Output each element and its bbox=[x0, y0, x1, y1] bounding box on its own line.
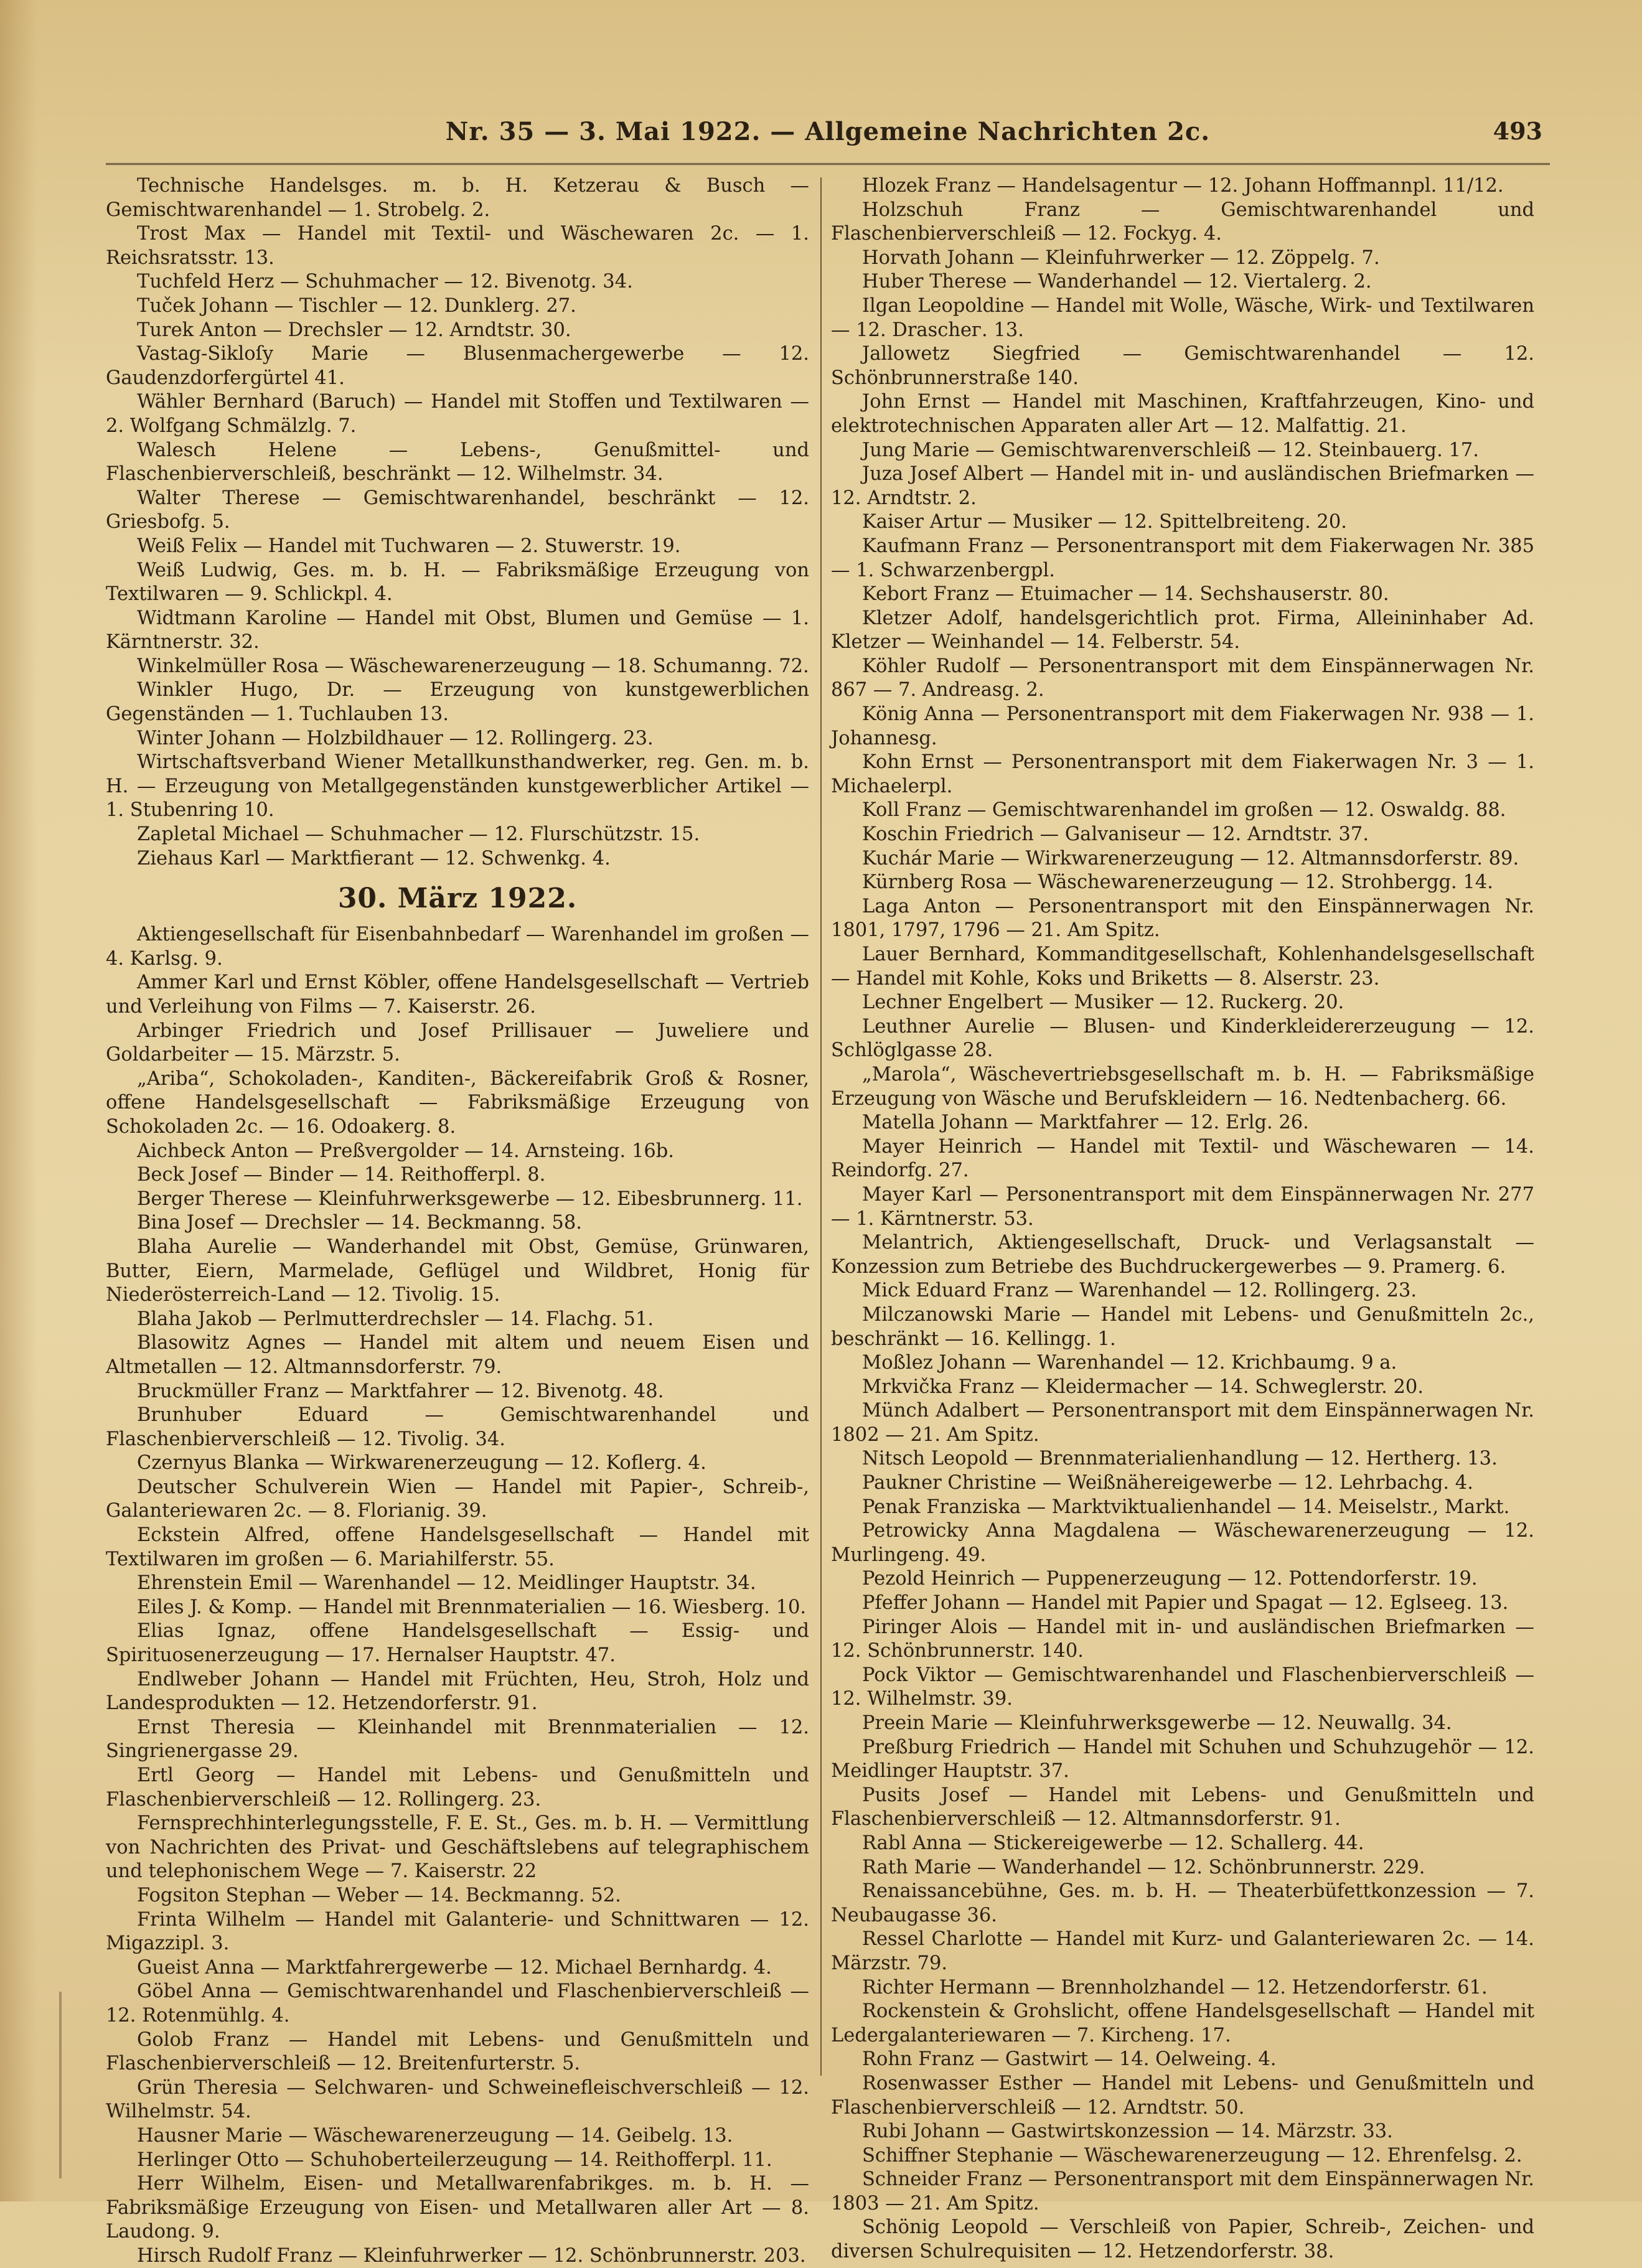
register-entry: Schiffner Stephanie — Wäschewarenerzeugung — 12. Ehrenfelsg. 2. bbox=[862, 2144, 1522, 2167]
register-entry: Blaha Aurelie — Wanderhandel mit Obst, Gemüse, Grünwaren, Butter, Eiern, Marmelade, Geflügel und Wildbret, Honig für Niederösterreich-Land — 12. Tivolig. 15. bbox=[106, 1235, 809, 1306]
register-entry: Kaufmann Franz — Personentransport mit dem Fiakerwagen Nr. 385 — 1. Schwarzenbergpl. bbox=[831, 535, 1534, 581]
register-entry: König Anna — Personentransport mit dem Fiakerwagen Nr. 938 — 1. Johannesg. bbox=[831, 703, 1534, 749]
register-entry: Rubi Johann — Gastwirtskonzession — 14. Märzstr. 33. bbox=[862, 2120, 1393, 2143]
register-entry: Matella Johann — Marktfahrer — 12. Erlg. 26. bbox=[862, 1112, 1309, 1134]
register-entry: Ehrenstein Emil — Warenhandel — 12. Meidlinger Hauptstr. 34. bbox=[137, 1572, 756, 1595]
header-rule bbox=[106, 163, 1550, 170]
register-entry: Kürnberg Rosa — Wäschewarenerzeugung — 12. Strohbergg. 14. bbox=[862, 871, 1493, 894]
register-entry: Hlozek Franz — Handelsagentur — 12. Johann Hoffmannpl. 11/12. bbox=[862, 175, 1504, 197]
register-entry: Kaiser Artur — Musiker — 12. Spittelbreiteng. 20. bbox=[862, 511, 1347, 533]
register-entry: Schönig Leopold — Verschleiß von Papier, Schreib-, Zeichen- und diversen Schulrequisiten — 12. Hetzendorferstr. 38. bbox=[831, 2216, 1534, 2263]
register-entry: Walesch Helene — Lebens-, Genußmittel- und Flaschenbierverschleiß, beschränkt — 12. Wilhelmstr. 34. bbox=[106, 439, 809, 485]
register-entry: Ammer Karl und Ernst Köbler, offene Handelsgesellschaft — Vertrieb und Verleihung von Films — 7. Kaiserstr. 26. bbox=[106, 972, 809, 1018]
register-entry: Nitsch Leopold — Brennmaterialienhandlung — 12. Hertherg. 13. bbox=[862, 1448, 1498, 1470]
register-entry: Elias Ignaz, offene Handelsgesellschaft — Essig- und Spirituosenerzeugung — 17. Hernalser Hauptstr. 47. bbox=[106, 1620, 809, 1667]
register-entry: Tuchfeld Herz — Schuhmacher — 12. Bivenotg. 34. bbox=[137, 271, 633, 293]
register-entry: Berger Therese — Kleinfuhrwerksgewerbe — 12. Eibesbrunnerg. 11. bbox=[137, 1188, 803, 1210]
register-entry: Mayer Heinrich — Handel mit Textil- und Wäschewaren — 14. Reindorfg. 27. bbox=[831, 1135, 1534, 1182]
section-heading: 30. März 1922. bbox=[337, 883, 578, 915]
register-entry: Eckstein Alfred, offene Handelsgesellschaft — Handel mit Textilwaren im großen — 6. Mariahilferstr. 55. bbox=[106, 1524, 809, 1570]
register-entry: Kebort Franz — Etuimacher — 14. Sechshauserstr. 80. bbox=[862, 583, 1389, 606]
register-entry: Hausner Marie — Wäschewarenerzeugung — 14. Geibelg. 13. bbox=[137, 2124, 733, 2147]
register-entry: Trost Max — Handel mit Textil- und Wäschewaren 2c. — 1. Reichsratsstr. 13. bbox=[106, 223, 809, 269]
register-entry: Göbel Anna — Gemischtwarenhandel und Flaschenbierverschleiß — 12. Rotenmühlg. 4. bbox=[106, 1980, 809, 2027]
register-entry: Moßlez Johann — Warenhandel — 12. Krichbaumg. 9 a. bbox=[862, 1352, 1397, 1374]
register-entry: Rath Marie — Wanderhandel — 12. Schönbrunnerstr. 229. bbox=[862, 1856, 1425, 1878]
register-entry: Rohn Franz — Gastwirt — 14. Oelweing. 4. bbox=[862, 2048, 1277, 2071]
register-entry: Czernyus Blanka — Wirkwarenerzeugung — 12. Koflerg. 4. bbox=[137, 1452, 706, 1474]
register-entry: Holzschuh Franz — Gemischtwarenhandel und Flaschenbierverschleiß — 12. Fockyg. 4. bbox=[831, 199, 1534, 245]
register-entry: Lauer Bernhard, Kommanditgesellschaft, Kohlenhandelsgesellschaft — Handel mit Kohle, Koks und Briketts — 8. Alserstr. 23. bbox=[831, 944, 1534, 990]
register-entry: Rosenwasser Esther — Handel mit Lebens- und Genußmitteln und Flaschenbierverschleiß — 12. Arndtstr. 50. bbox=[831, 2072, 1534, 2119]
register-entry: Vastag-Sikloſy Marie — Blusenmachergewerbe — 12. Gaudenzdorfergürtel 41. bbox=[106, 343, 809, 389]
register-entry: Petrowicky Anna Magdalena — Wäschewarenerzeugung — 12. Murlingeng. 49. bbox=[831, 1520, 1534, 1566]
register-entry: Aichbeck Anton — Preßvergolder — 14. Arnsteing. 16b. bbox=[137, 1140, 674, 1162]
register-entry: Köhler Rudolf — Personentransport mit dem Einspännerwagen Nr. 867 — 7. Andreasg. 2. bbox=[831, 655, 1534, 701]
register-entry: Arbinger Friedrich und Josef Prillisauer — Juweliere und Goldarbeiter — 15. Märzstr. 5. bbox=[106, 1019, 809, 1066]
register-entry: Jallowetz Siegfried — Gemischtwarenhandel — 12. Schönbrunnerstraße 140. bbox=[831, 343, 1534, 389]
register-entry: Kohn Ernst — Personentransport mit dem Fiakerwagen Nr. 3 — 1. Michaelerpl. bbox=[831, 751, 1534, 797]
register-entry: Koschin Friedrich — Galvaniseur — 12. Arndtstr. 37. bbox=[862, 823, 1369, 846]
register-entry: Golob Franz — Handel mit Lebens- und Genußmitteln und Flaschenbierverschleiß — 12. Breitenfurterstr. 5. bbox=[106, 2028, 809, 2075]
register-entry: Renaissancebühne, Ges. m. b. H. — Theaterbüfettkonzession — 7. Neubaugasse 36. bbox=[831, 1880, 1534, 1926]
register-entry: Ertl Georg — Handel mit Lebens- und Genußmitteln und Flaschenbierverschleiß — 12. Rollingerg. 23. bbox=[106, 1764, 809, 1811]
register-entry: Pezold Heinrich — Puppenerzeugung — 12. Pottendorferstr. 19. bbox=[862, 1568, 1478, 1590]
register-entry: Ziehaus Karl — Marktfierant — 12. Schwenkg. 4. bbox=[137, 847, 611, 869]
register-entry: Mayer Karl — Personentransport mit dem Einspännerwagen Nr. 277 — 1. Kärntnerstr. 53. bbox=[831, 1183, 1534, 1230]
register-entry: Winter Johann — Holzbildhauer — 12. Rollingerg. 23. bbox=[137, 727, 654, 749]
register-entry: Paukner Christine — Weißnähereigewerbe — 12. Lehrbachg. 4. bbox=[862, 1472, 1473, 1494]
register-entry: „Marola“, Wäschevertriebsgesellschaft m. b. H. — Fabriksmäßige Erzeugung von Wäsche und Berufskleidern — 16. Nedtenbacherg. 66. bbox=[831, 1063, 1534, 1110]
page-number: 493 bbox=[1493, 117, 1542, 145]
register-entry: Melantrich, Aktiengesellschaft, Druck- und Verlagsanstalt — Konzession zum Betriebe des Buchdruckergewerbes — 9. Pramerg. 6. bbox=[831, 1232, 1534, 1278]
register-entry: Blasowitz Agnes — Handel mit altem und neuem Eisen und Altmetallen — 12. Altmannsdorferstr. 79. bbox=[106, 1332, 809, 1378]
register-entry: Penak Franziska — Marktviktualienhandel — 14. Meiselstr., Markt. bbox=[862, 1496, 1510, 1518]
register-entry: Winkelmüller Rosa — Wäschewarenerzeugung — 18. Schumanng. 72. bbox=[137, 655, 809, 677]
register-entry: Walter Therese — Gemischtwarenhandel, beschränkt — 12. Griesbofg. 5. bbox=[106, 487, 809, 533]
register-entry: Weiß Felix — Handel mit Tuchwaren — 2. Stuwerstr. 19. bbox=[137, 535, 681, 557]
register-entry: Deutscher Schulverein Wien — Handel mit Papier-, Schreib-, Galanteriewaren 2c. — 8. Florianig. 39. bbox=[106, 1476, 809, 1522]
register-entry: Aktiengesellschaft für Eisenbahnbedarf — Warenhandel im großen — 4. Karlsg. 9. bbox=[106, 924, 809, 970]
register-entry: Schneider Franz — Personentransport mit dem Einspännerwagen Nr. 1803 — 21. Am Spitz. bbox=[831, 2168, 1534, 2214]
register-entry: Endlweber Johann — Handel mit Früchten, Heu, Stroh, Holz und Landesprodukten — 12. Hetzendorferstr. 91. bbox=[106, 1668, 809, 1715]
margin-mark bbox=[59, 1992, 62, 2178]
register-entry: Ressel Charlotte — Handel mit Kurz- und Galanteriewaren 2c. — 14. Märzstr. 79. bbox=[831, 1928, 1534, 1974]
register-entry: Wähler Bernhard (Baruch) — Handel mit Stoffen und Textilwaren — 2. Wolfgang Schmälzlg. 7. bbox=[106, 391, 809, 437]
register-entry: Münch Adalbert — Personentransport mit dem Einspännerwagen Nr. 1802 — 21. Am Spitz. bbox=[831, 1400, 1534, 1446]
page-header bbox=[106, 117, 1550, 161]
left-entries-after bbox=[106, 923, 809, 2268]
register-entry: Koll Franz — Gemischtwarenhandel im großen — 12. Oswaldg. 88. bbox=[862, 799, 1506, 822]
register-entry: Fernsprechhinterlegungsstelle, F. E. St., Ges. m. b. H. — Vermittlung von Nachrichten des Privat- und Geschäftslebens auf telegraphischem und telephonischem Wege — 7. Kaiserstr. 22 bbox=[106, 1812, 809, 1883]
register-entry: Bruckmüller Franz — Marktfahrer — 12. Bivenotg. 48. bbox=[137, 1380, 664, 1402]
register-entry: Rockenstein & Grohslicht, offene Handelsgesellschaft — Handel mit Ledergalanteriewaren — 7. Kircheng. 17. bbox=[831, 2000, 1534, 2046]
register-entry: Blaha Jakob — Perlmutterdrechsler — 14. Flachg. 51. bbox=[137, 1308, 654, 1330]
register-entry: Technische Handelsges. m. b. H. Ketzerau & Busch — Gemischtwarenhandel — 1. Strobelg. 2. bbox=[106, 175, 809, 221]
register-entry: Wirtschaftsverband Wiener Metallkunsthandwerker, reg. Gen. m. b. H. — Erzeugung von Metallgegenständen kunstgewerblicher Artikel — 1. Stubenring 10. bbox=[106, 751, 809, 822]
register-entry: Winkler Hugo, Dr. — Erzeugung von kunstgewerblichen Gegenständen — 1. Tuchlauben 13. bbox=[106, 679, 809, 726]
register-entry: Fogsiton Stephan — Weber — 14. Beckmanng. 52. bbox=[137, 1884, 621, 1906]
register-entry: Pock Viktor — Gemischtwarenhandel und Flaschenbierverschleiß — 12. Wilhelmstr. 39. bbox=[831, 1664, 1534, 1710]
register-entry: Mick Eduard Franz — Warenhandel — 12. Rollingerg. 23. bbox=[862, 1280, 1417, 1302]
register-entry: Laga Anton — Personentransport mit den Einspännerwagen Nr. 1801, 1797, 1796 — 21. Am Spitz. bbox=[831, 895, 1534, 942]
register-entry: „Ariba“, Schokoladen-, Kanditen-, Bäckereifabrik Groß & Rosner, offene Handelsgesellschaft — Fabriksmäßige Erzeugung von Schokoladen 2c. — 16. Odoakerg. 8. bbox=[106, 1067, 809, 1138]
left-entries-before bbox=[106, 174, 809, 871]
register-entry: Mrkvička Franz — Kleidermacher — 14. Schweglerstr. 20. bbox=[862, 1375, 1424, 1398]
register-entry: Ernst Theresia — Kleinhandel mit Brennmaterialien — 12. Singrienergasse 29. bbox=[106, 1716, 809, 1763]
register-entry: Milczanowski Marie — Handel mit Lebens- und Genußmitteln 2c., beschränkt — 16. Kellingg. 1. bbox=[831, 1303, 1534, 1350]
register-entry: Turek Anton — Drechsler — 12. Arndtstr. 30. bbox=[137, 319, 571, 341]
register-entry: Grün Theresia — Selchwaren- und Schweinefleischverschleiß — 12. Wilhelmstr. 54. bbox=[106, 2076, 809, 2123]
register-entry: Beck Josef — Binder — 14. Reithofferpl. 8. bbox=[137, 1164, 546, 1186]
header-title: Nr. 35 — 3. Mai 1922. — Allgemeine Nachrichten 2c. bbox=[445, 117, 1211, 146]
register-entry: Herr Wilhelm, Eisen- und Metallwarenfabrikges. m. b. H. — Fabriksmäßige Erzeugung von Eisen- und Metallwaren aller Art — 8. Laudong. 9. bbox=[106, 2173, 809, 2243]
register-entry: Rabl Anna — Stickereigewerbe — 12. Schallerg. 44. bbox=[862, 1832, 1364, 1854]
register-entry: Gueist Anna — Marktfahrergewerbe — 12. Michael Bernhardg. 4. bbox=[137, 1956, 772, 1979]
column-divider bbox=[820, 177, 822, 2076]
register-entry: Widtmann Karoline — Handel mit Obst, Blumen und Gemüse — 1. Kärntnerstr. 32. bbox=[106, 607, 809, 654]
right-column bbox=[831, 174, 1534, 2264]
register-entry: Herlinger Otto — Schuhoberteilerzeugung — 14. Reithofferpl. 11. bbox=[137, 2149, 772, 2171]
register-entry: Juza Josef Albert — Handel mit in- und ausländischen Briefmarken — 12. Arndtstr. 2. bbox=[831, 463, 1534, 509]
left-column bbox=[106, 174, 809, 2268]
register-entry: Preein Marie — Kleinfuhrwerksgewerbe — 12. Neuwallg. 34. bbox=[862, 1712, 1452, 1734]
register-entry: Eiles J. & Komp. — Handel mit Brennmaterialien — 16. Wiesberg. 10. bbox=[137, 1596, 807, 1618]
register-entry: Pusits Josef — Handel mit Lebens- und Genußmitteln und Flaschenbierverschleiß — 12. Altmannsdorferstr. 91. bbox=[831, 1784, 1534, 1830]
register-entry: Pfeffer Johann — Handel mit Papier und Spagat — 12. Eglseeg. 13. bbox=[862, 1592, 1509, 1614]
register-entry: Bina Josef — Drechsler — 14. Beckmanng. 58. bbox=[137, 1212, 582, 1234]
register-entry: Frinta Wilhelm — Handel mit Galanterie- und Schnittwaren — 12. Migazzipl. 3. bbox=[106, 1908, 809, 1955]
right-entries bbox=[831, 174, 1534, 2264]
register-entry: Hirsch Rudolf Franz — Kleinfuhrwerker — 12. Schönbrunnerstr. 203. bbox=[137, 2244, 806, 2267]
register-entry: Piringer Alois — Handel mit in- und ausländischen Briefmarken — 12. Schönbrunnerstr. 140. bbox=[831, 1616, 1534, 1662]
register-entry: Ilgan Leopoldine — Handel mit Wolle, Wäsche, Wirk- und Textilwaren — 12. Draschег. 13. bbox=[831, 294, 1534, 341]
register-entry: Richter Hermann — Brennholzhandel — 12. Hetzendorferstr. 61. bbox=[862, 1976, 1488, 1999]
register-entry: Zapletal Michael — Schuhmacher — 12. Flurschützstr. 15. bbox=[137, 823, 700, 846]
register-entry: Lechner Engelbert — Musiker — 12. Ruckerg. 20. bbox=[862, 991, 1344, 1014]
register-entry: Leuthner Aurelie — Blusen- und Kinderkleidererzeugung — 12. Schlöglgasse 28. bbox=[831, 1015, 1534, 1062]
register-entry: Kletzer Adolf, handelsgerichtlich prot. Firma, Alleininhaber Ad. Kletzer — Weinhandel — 14. Felberstr. 54. bbox=[831, 607, 1534, 654]
register-entry: Weiß Ludwig, Ges. m. b. H. — Fabriksmäßige Erzeugung von Textilwaren — 9. Schlickpl. 4. bbox=[106, 559, 809, 606]
register-entry: Kuchár Marie — Wirkwarenerzeugung — 12. Altmannsdorferstr. 89. bbox=[862, 847, 1519, 869]
register-entry: Jung Marie — Gemischtwarenverschleiß — 12. Steinbauerg. 17. bbox=[862, 439, 1479, 461]
register-entry: Preßburg Friedrich — Handel mit Schuhen und Schuhzugehör — 12. Meidlinger Hauptstr. 37. bbox=[831, 1736, 1534, 1783]
register-entry: Tuček Johann — Tischler — 12. Dunklerg. 27. bbox=[137, 294, 576, 317]
register-entry: Huber Therese — Wanderhandel — 12. Viertalerg. 2. bbox=[862, 271, 1372, 293]
register-entry: Horvath Johann — Kleinfuhrwerker — 12. Zöppelg. 7. bbox=[862, 246, 1380, 269]
register-entry: John Ernst — Handel mit Maschinen, Kraftfahrzeugen, Kino- und elektrotechnischen Apparaten aller Art — 12. Malfattig. 21. bbox=[831, 391, 1534, 437]
register-entry: Brunhuber Eduard — Gemischtwarenhandel und Flaschenbierverschleiß — 12. Tivolig. 34. bbox=[106, 1404, 809, 1450]
